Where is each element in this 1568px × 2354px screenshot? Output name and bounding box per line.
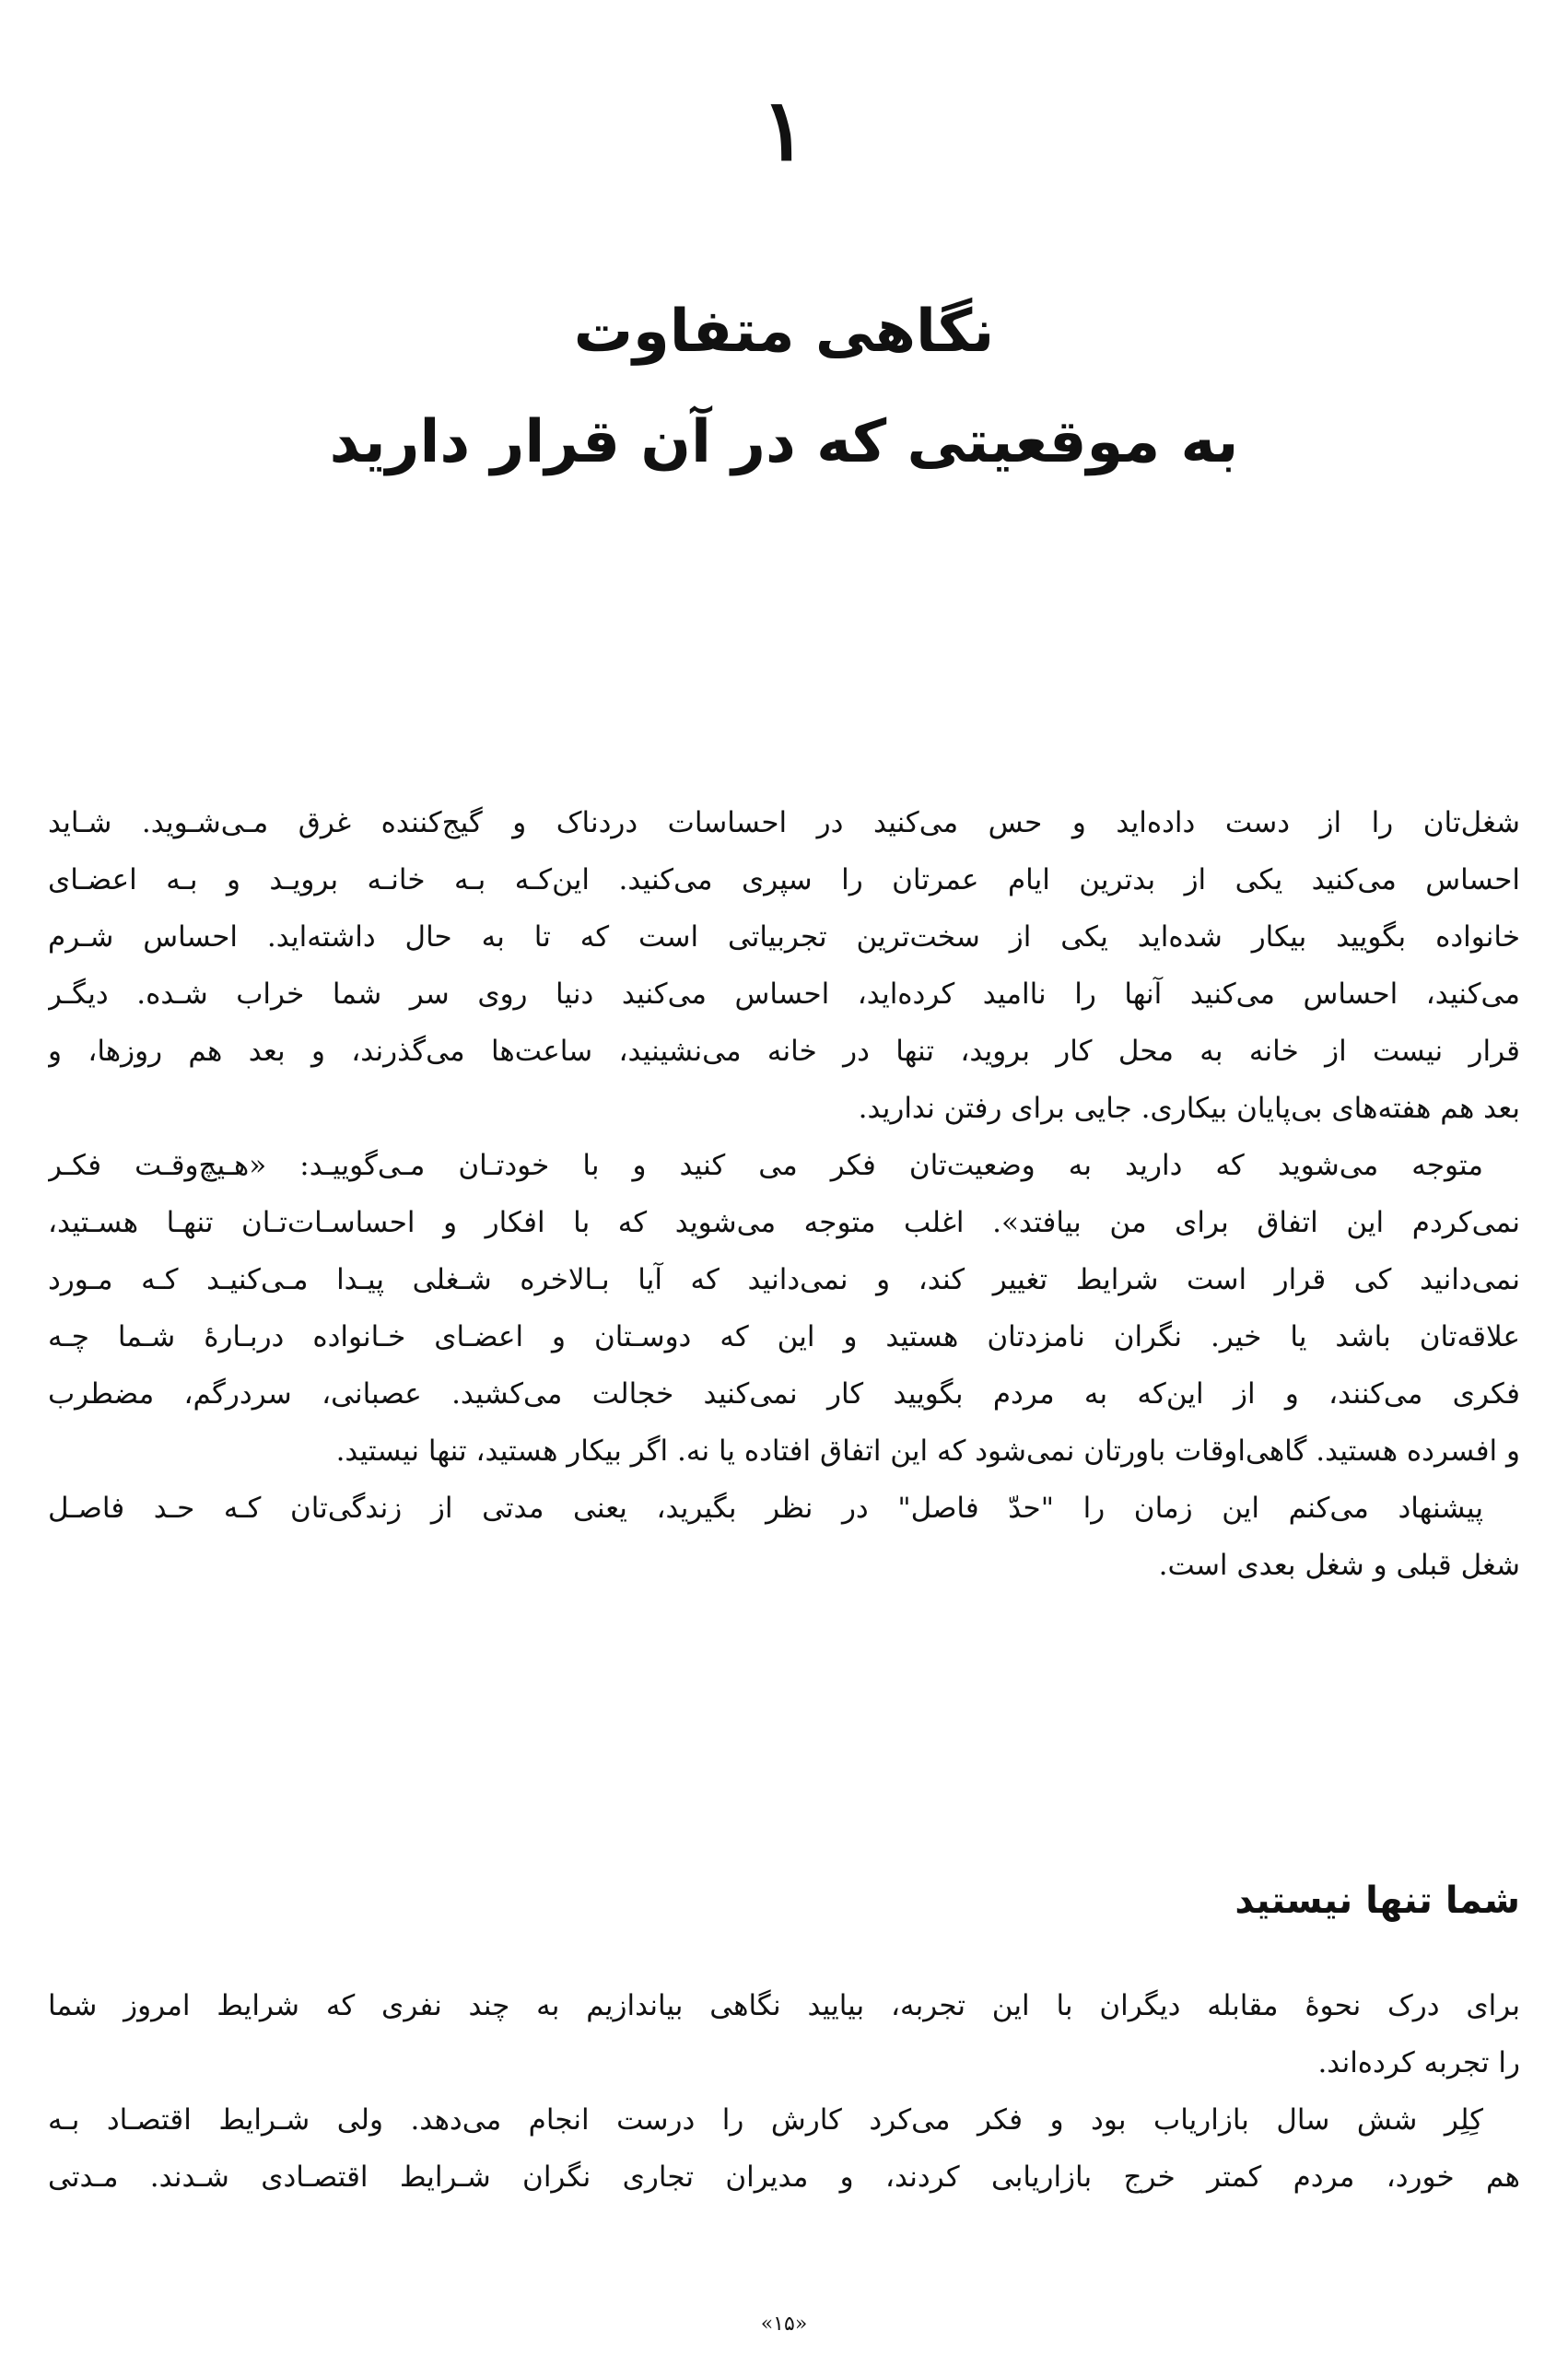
text-line: علاقه‌تان باشد یا خیر. نگران نامزدتان هستید و این که دوسـتان و اعضـای خـانواده دربـارۀ شـما چـه	[48, 1320, 1520, 1353]
text-line: متوجه می‌شوید که دارید به وضعیت‌تان فکر می کنید و با خودتـان مـی‌گوییـد: «هـیچ‌وقـت فکـر	[48, 1149, 1483, 1182]
section-heading: شما تنها نیستید	[1235, 1880, 1520, 1922]
paragraph-1	[48, 794, 1520, 1137]
text-line: نمی‌دانید کی قرار است شرایط تغییر کند، و نمی‌دانید که آیا بـالاخره شـغلی پیـدا مـی‌کنیـد کـه مـورد	[48, 1263, 1520, 1296]
text-line: احساس می‌کنید یکی از بدترین ایام عمرتان را سپری می‌کنید. این‌کـه بـه خانـه برویـد و بـه اعضـای	[48, 863, 1520, 896]
text-line: قرار نیست از خانه به محل کار بروید، تنها در خانه می‌نشینید، ساعت‌ها می‌گذرند، و بعد هم روزها، و	[48, 1035, 1520, 1068]
paragraph-4	[48, 1977, 1520, 2091]
text-line: و افسرده هستید. گاهی‌اوقات باورتان نمی‌شود که این اتفاق افتاده یا نه. اگر بیکار هستید، تنها نیستید.	[335, 1435, 1520, 1468]
chapter-title-line-1: نگاهی متفاوت	[573, 298, 995, 366]
chapter-title-line-2: به موقعیتی که در آن قرار دارید	[329, 408, 1239, 476]
text-line: فکری می‌کنند، و از این‌که به مردم بگویید کار نمی‌کنید خجالت می‌کشید. عصبانی، سردرگم، مضطرب	[48, 1377, 1520, 1411]
text-line: نمی‌کردم این اتفاق برای من بیافتد». اغلب متوجه می‌شوید که با افکار و احساسـات‌تـان تنهـا هسـتید،	[48, 1206, 1520, 1239]
text-line: بعد هم هفته‌های بی‌پایان بیکاری. جایی برای رفتن ندارید.	[858, 1092, 1520, 1125]
page-number: «۱۵»	[760, 2313, 808, 2336]
paragraph-5	[48, 2091, 1520, 2206]
chapter-title	[0, 276, 1568, 498]
text-line: می‌کنید، احساس می‌کنید آنها را ناامید کرده‌اید، احساس می‌کنید دنیا روی سر شما خراب شـده. دیگـر	[48, 978, 1520, 1011]
text-line: شغل قبلی و شغل بعدی است.	[1158, 1549, 1520, 1582]
paragraph-3	[48, 1480, 1520, 1594]
text-line: برای درک نحوۀ مقابله دیگران با این تجربه، بیایید نگاهی بیاندازیم به چند نفری که شرایط امروز شما	[48, 1989, 1520, 2022]
chapter-number: ۱	[761, 80, 807, 180]
text-line: را تجربه کرده‌اند.	[1317, 2046, 1520, 2079]
text-line: شغل‌تان را از دست داده‌اید و حس می‌کنید در احساسات دردناک و گیج‌کننده غرق مـی‌شـوید. شـاید	[48, 806, 1520, 839]
text-line: کِلِر شش سال بازاریاب بود و فکر می‌کرد کارش را درست انجام می‌دهد. ولی شـرایط اقتصـاد بـه	[48, 2103, 1483, 2137]
text-line: خانواده بگویید بیکار شده‌اید یکی از سخت‌ترین تجربیاتی است که تا به حال داشته‌اید. احساس شـرم	[48, 920, 1520, 954]
text-line: هم خورد، مردم کمتر خرج بازاریابی کردند، و مدیران تجاری نگران شـرایط اقتصـادی شـدند. مـدتی	[48, 2161, 1520, 2194]
paragraph-2	[48, 1137, 1520, 1480]
text-line: پیشنهاد می‌کنم این زمان را "حدّ فاصل" در نظر بگیرید، یعنی مدتی از زندگی‌تان کـه حـد فاصـل	[48, 1492, 1483, 1525]
